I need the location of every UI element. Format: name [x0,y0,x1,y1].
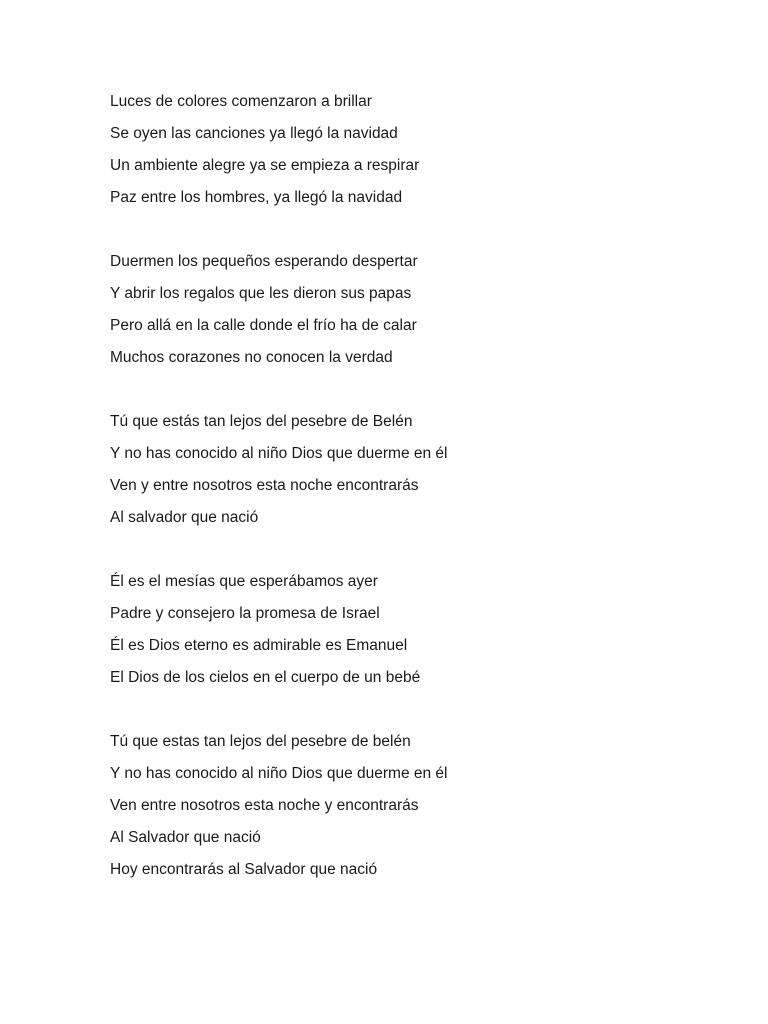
lyric-line: Muchos corazones no conocen la verdad [110,349,393,366]
lyric-line: Paz entre los hombres, ya llegó la navidad [110,189,403,206]
lyric-line: Un ambiente alegre ya se empieza a respirar [110,157,420,174]
lyric-line: Luces de colores comenzaron a brillar [110,93,372,110]
lyric-line: Y abrir los regalos que les dieron sus papas [110,285,412,302]
lyrics-body [110,86,710,918]
stanza-1 [110,86,710,214]
lyric-line: Padre y consejero la promesa de Israel [110,605,380,622]
lyric-line: Tú que estas tan lejos del pesebre de belén [110,733,411,750]
stanza-4 [110,566,710,694]
lyric-line: Al Salvador que nació [110,829,261,846]
lyric-line: Hoy encontrarás al Salvador que nació [110,861,378,878]
stanza-2 [110,246,710,374]
lyric-line: Ven y entre nosotros esta noche encontrarás [110,477,419,494]
lyric-line: Al salvador que nació [110,509,259,526]
lyric-line: Él es el mesías que esperábamos ayer [110,573,378,590]
lyric-line: Se oyen las canciones ya llegó la navidad [110,125,398,142]
lyric-line: Él es Dios eterno es admirable es Emanuel [110,637,408,654]
stanza-5 [110,726,710,886]
stanza-3 [110,406,710,534]
lyric-line: Ven entre nosotros esta noche y encontrarás [110,797,419,814]
lyric-line: Tú que estás tan lejos del pesebre de Belén [110,413,413,430]
lyric-line: Duermen los pequeños esperando despertar [110,253,418,270]
lyric-line: El Dios de los cielos en el cuerpo de un bebé [110,669,421,686]
lyric-line: Y no has conocido al niño Dios que duerme en él [110,765,448,782]
lyric-line: Y no has conocido al niño Dios que duerme en él [110,445,448,462]
lyric-line: Pero allá en la calle donde el frío ha de calar [110,317,417,334]
